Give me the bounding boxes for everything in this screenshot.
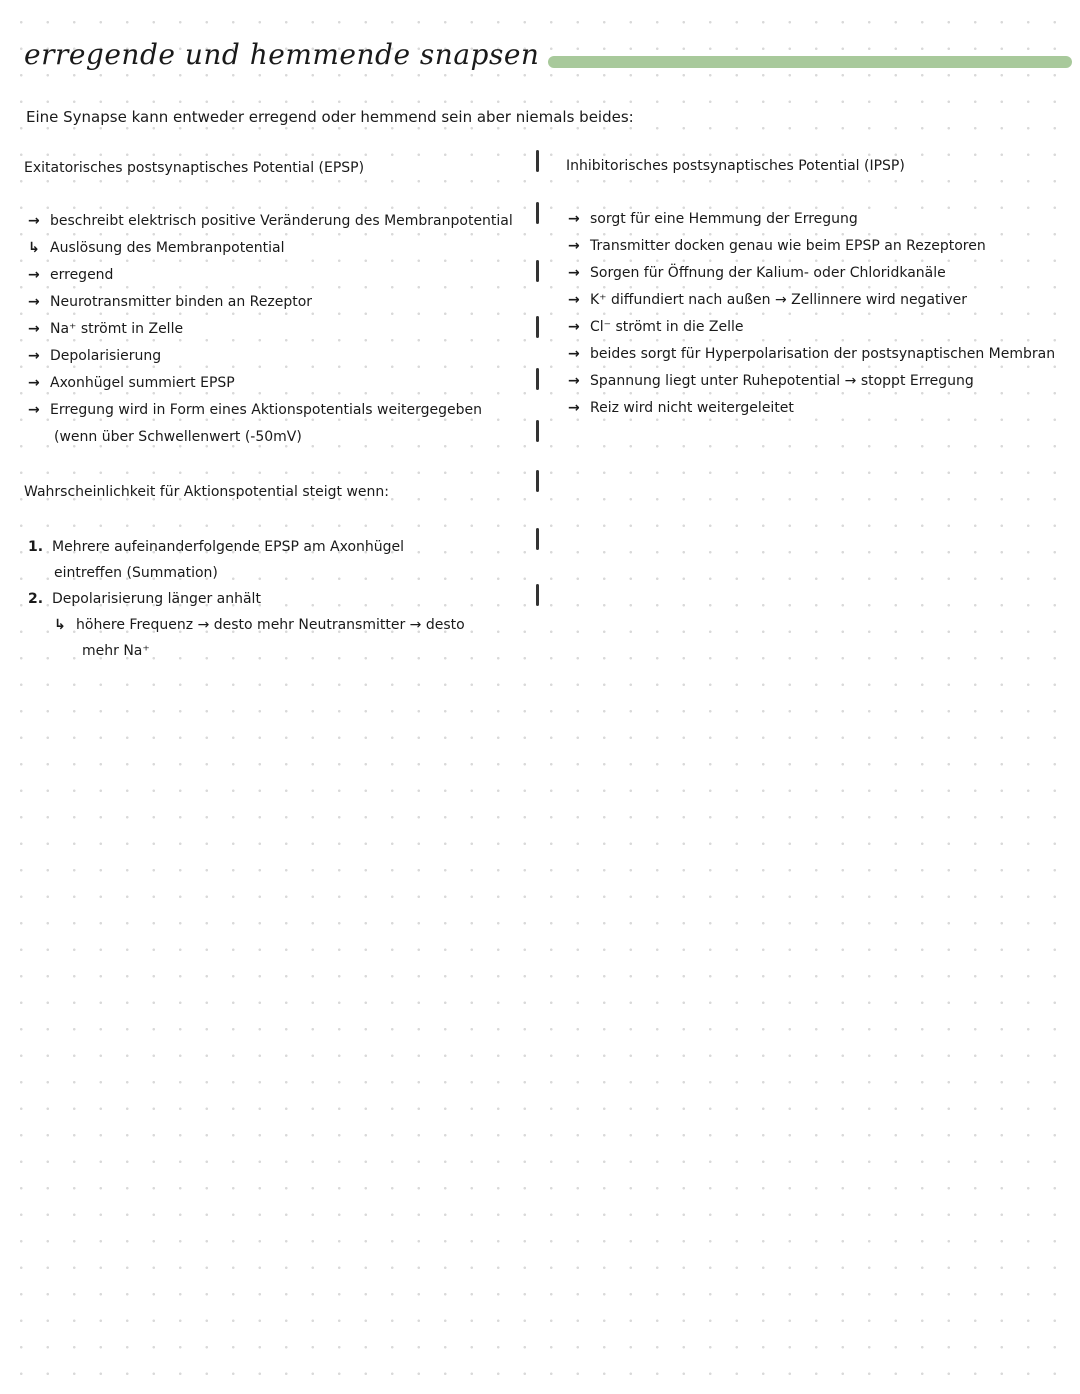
arrow-icon: → <box>568 346 580 362</box>
list-item: → beschreibt elektrisch positive Veränderung des Membranpotential <box>28 208 513 235</box>
arrow-icon: → <box>28 375 40 391</box>
arrow-return-icon: ↳ <box>28 240 40 256</box>
ipsp-list <box>568 206 1055 422</box>
list-item: → Transmitter docken genau wie beim EPSP an Rezeptoren <box>568 233 1055 260</box>
arrow-icon: → <box>568 319 580 335</box>
list-item: → Reiz wird nicht weitergeleitet <box>568 395 1055 422</box>
arrow-icon: → <box>28 294 40 310</box>
epsp-heading: Exitatorisches postsynaptisches Potential (EPSP) <box>24 160 365 176</box>
step-continuation: mehr Na⁺ <box>82 643 150 659</box>
list-item: → Na⁺ strömt in Zelle <box>28 316 513 343</box>
step-item: 2. Depolarisierung länger anhält <box>28 586 465 612</box>
intro-text: Eine Synapse kann entweder erregend oder hemmend sein aber niemals beides: <box>26 108 634 126</box>
list-item: → erregend <box>28 262 513 289</box>
list-item: → K⁺ diffundiert nach außen → Zellinnere wird negativer <box>568 287 1055 314</box>
arrow-icon: → <box>568 238 580 254</box>
epsp-list <box>28 208 513 451</box>
arrow-icon: → <box>28 213 40 229</box>
arrow-icon: → <box>568 373 580 389</box>
list-item: → Spannung liegt unter Ruhepotential → stoppt Erregung <box>568 368 1055 395</box>
step-continuation: eintreffen (Summation) <box>54 565 218 581</box>
arrow-icon: → <box>28 267 40 283</box>
probability-heading: Wahrscheinlichkeit für Aktionspotential steigt wenn: <box>24 484 389 500</box>
title-highlight-bar <box>548 56 1072 68</box>
probability-steps <box>28 534 465 664</box>
list-item: → sorgt für eine Hemmung der Erregung <box>568 206 1055 233</box>
list-item: ↳ Auslösung des Membranpotential <box>28 235 513 262</box>
arrow-return-icon: ↳ <box>54 617 66 633</box>
page-title: erregende und hemmende snapsen <box>24 38 540 71</box>
step-item: 1. Mehrere aufeinanderfolgende EPSP am Axonhügel <box>28 534 465 560</box>
list-item: → Neurotransmitter binden an Rezeptor <box>28 289 513 316</box>
arrow-icon: → <box>568 292 580 308</box>
arrow-icon: → <box>28 321 40 337</box>
arrow-icon: → <box>28 402 40 418</box>
arrow-icon: → <box>568 211 580 227</box>
step-sub-item: ↳ höhere Frequenz → desto mehr Neutransmitter → desto <box>28 612 465 638</box>
arrow-icon: → <box>568 400 580 416</box>
step-number: 1. <box>28 539 44 555</box>
column-divider <box>536 150 540 610</box>
arrow-icon: → <box>568 265 580 281</box>
list-item: → Cl⁻ strömt in die Zelle <box>568 314 1055 341</box>
list-item: → Depolarisierung <box>28 343 513 370</box>
step-number: 2. <box>28 591 44 607</box>
ipsp-heading: Inhibitorisches postsynaptisches Potential (IPSP) <box>566 158 905 174</box>
arrow-icon: → <box>28 348 40 364</box>
list-item: → beides sorgt für Hyperpolarisation der postsynaptischen Membran <box>568 341 1055 368</box>
list-item: → Sorgen für Öffnung der Kalium- oder Chloridkanäle <box>568 260 1055 287</box>
list-item: → Axonhügel summiert EPSP <box>28 370 513 397</box>
list-item-continuation: (wenn über Schwellenwert (-50mV) <box>54 429 302 445</box>
list-item: → Erregung wird in Form eines Aktionspotentials weitergegeben <box>28 397 513 424</box>
